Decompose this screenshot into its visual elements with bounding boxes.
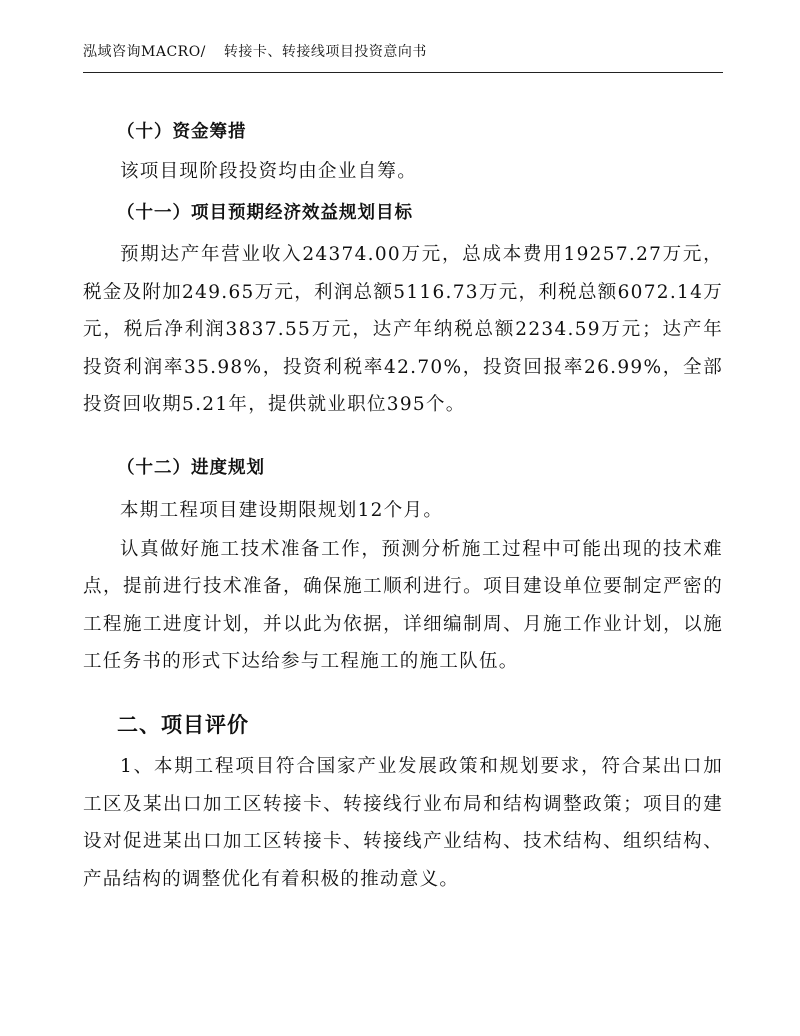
paragraph: 本期工程项目建设期限规划12个月。 bbox=[120, 500, 444, 521]
section-economic-benefits-body bbox=[83, 236, 723, 424]
section-funding-body bbox=[83, 153, 723, 191]
header-doc-title: 转接卡、转接线项目投资意向书 bbox=[223, 44, 427, 60]
paragraph: 预期达产年营业收入24374.00万元，总成本费用19257.27万元，税金及附加249.65万元，利润总额5116.73万元，利税总额6072.14万元，税后净利润3837.55万元，达产年纳税总额2234.59万元；达产年投资利润率35.98%，投资利税率42.70%，投资回报率26.99%，全部投资回收期5.21年，提供就业职位395个。 bbox=[83, 244, 723, 415]
chapter-evaluation-body bbox=[83, 748, 723, 898]
header-company: 泓域咨询MACRO/ bbox=[83, 44, 206, 60]
section-heading-economic-benefits: （十一）项目预期经济效益规划目标 bbox=[117, 203, 413, 223]
paragraph: 该项目现阶段投资均由企业自筹。 bbox=[120, 161, 418, 182]
page-header bbox=[83, 42, 723, 73]
section-heading-funding: （十）资金筹措 bbox=[117, 122, 247, 142]
section-schedule-body bbox=[83, 492, 723, 681]
paragraph: 1、本期工程项目符合国家产业发展政策和规划要求，符合某出口加工区及某出口加工区转接卡、转接线行业布局和结构调整政策；项目的建设对促进某出口加工区转接卡、转接线产业结构、技术结构、组织结构、产品结构的调整优化有着积极的推动意义。 bbox=[83, 756, 723, 890]
chapter-heading-evaluation: 二、项目评价 bbox=[117, 713, 249, 737]
paragraph: 认真做好施工技术准备工作，预测分析施工过程中可能出现的技术难点，提前进行技术准备，确保施工顺利进行。项目建设单位要制定严密的工程施工进度计划，并以此为依据，详细编制周、月施工作业计划，以施工任务书的形式下达给参与工程施工的施工队伍。 bbox=[83, 538, 723, 672]
section-heading-schedule: （十二）进度规划 bbox=[117, 458, 265, 478]
